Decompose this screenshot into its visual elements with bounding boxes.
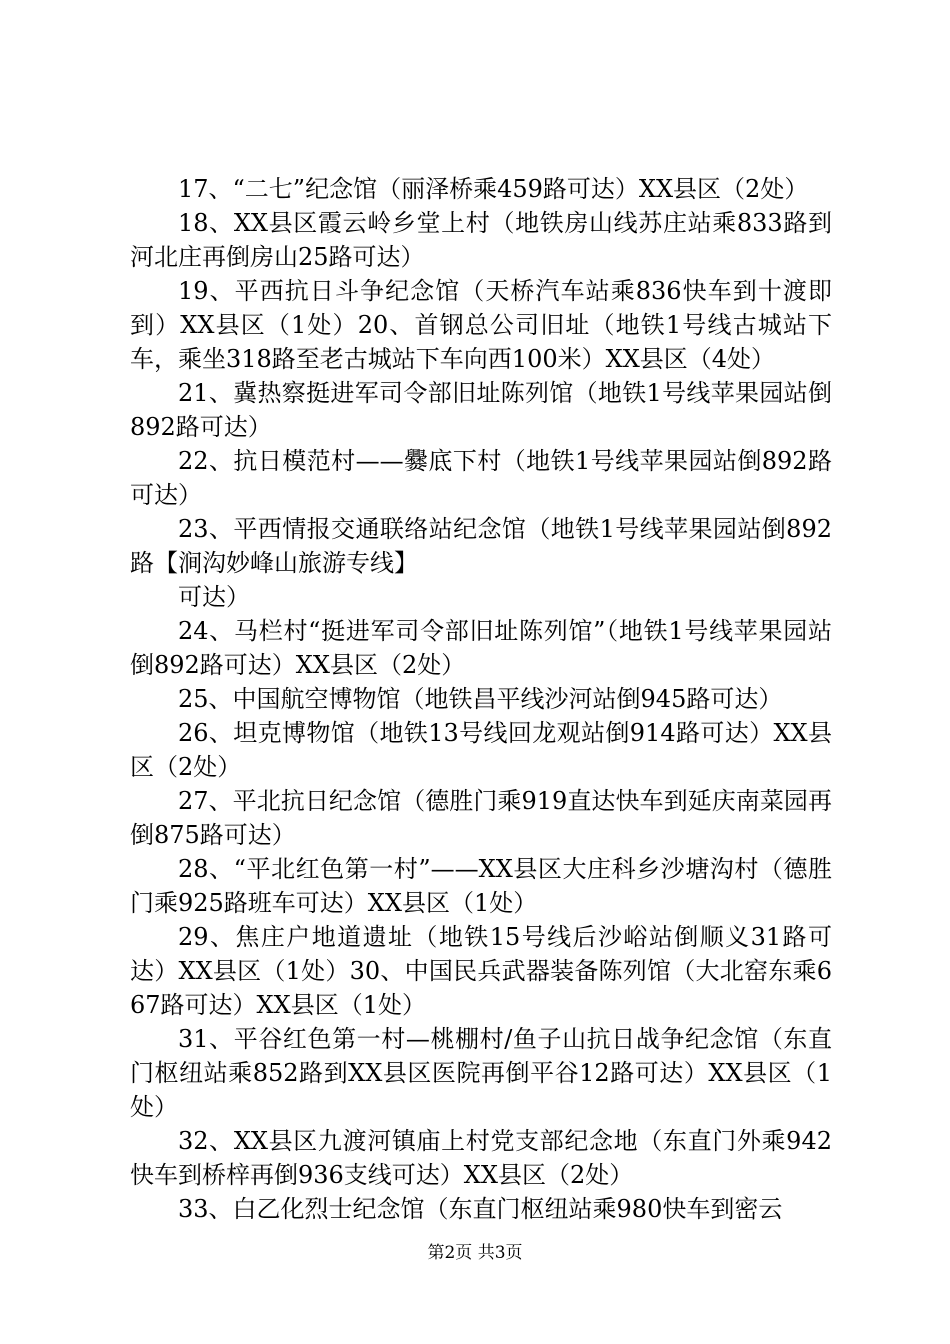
paragraph-32: 32、XX县区九渡河镇庙上村党支部纪念地（东直门外乘942快车到桥梓再倒936支线可达）XX县区（2处） xyxy=(130,1127,832,1189)
paragraph-26: 26、坦克博物馆（地铁13号线回龙观站倒914路可达）XX县区（2处） xyxy=(130,719,832,781)
paragraph-23: 23、平西情报交通联络站纪念馆（地铁1号线苹果园站倒892路【涧沟妙峰山旅游专线】 xyxy=(130,515,832,577)
document-body xyxy=(130,172,832,1226)
paragraph-21: 21、冀热察挺进军司令部旧址陈列馆（地铁1号线苹果园站倒892路可达） xyxy=(130,379,832,441)
paragraph-19-20: 19、平西抗日斗争纪念馆（天桥汽车站乘836快车到十渡即到）XX县区（1处）20、首钢总公司旧址（地铁1号线古城站下车，乘坐318路至老古城站下车向西100米）XX县区（4处） xyxy=(130,277,832,373)
paragraph-22: 22、抗日模范村——爨底下村（地铁1号线苹果园站倒892路可达） xyxy=(130,447,832,509)
paragraph-17: 17、“二七”纪念馆（丽泽桥乘459路可达）XX县区（2处） xyxy=(178,175,809,203)
paragraph-29-30: 29、焦庄户地道遗址（地铁15号线后沙峪站倒顺义31路可达）XX县区（1处）30、中国民兵武器装备陈列馆（大北窑东乘667路可达）XX县区（1处） xyxy=(130,923,832,1019)
paragraph-24: 24、马栏村“挺进军司令部旧址陈列馆”（地铁1号线苹果园站倒892路可达）XX县区（2处） xyxy=(130,617,832,679)
page-number-footer: 第2页 共3页 xyxy=(427,1243,523,1263)
paragraph-27: 27、平北抗日纪念馆（德胜门乘919直达快车到延庆南菜园再倒875路可达） xyxy=(130,787,832,849)
paragraph-33: 33、白乙化烈士纪念馆（东直门枢纽站乘980快车到密云 xyxy=(178,1195,783,1223)
paragraph-25: 25、中国航空博物馆（地铁昌平线沙河站倒945路可达） xyxy=(178,685,783,713)
paragraph-23-continued: 可达） xyxy=(178,583,250,611)
paragraph-28: 28、“平北红色第一村”——XX县区大庄科乡沙塘沟村（德胜门乘925路班车可达）XX县区（1处） xyxy=(130,855,832,917)
paragraph-31: 31、平谷红色第一村—桃棚村/鱼子山抗日战争纪念馆（东直门枢纽站乘852路到XX县区医院再倒平谷12路可达）XX县区（1处） xyxy=(130,1025,832,1121)
paragraph-18: 18、XX县区霞云岭乡堂上村（地铁房山线苏庄站乘833路到河北庄再倒房山25路可达） xyxy=(130,209,832,271)
